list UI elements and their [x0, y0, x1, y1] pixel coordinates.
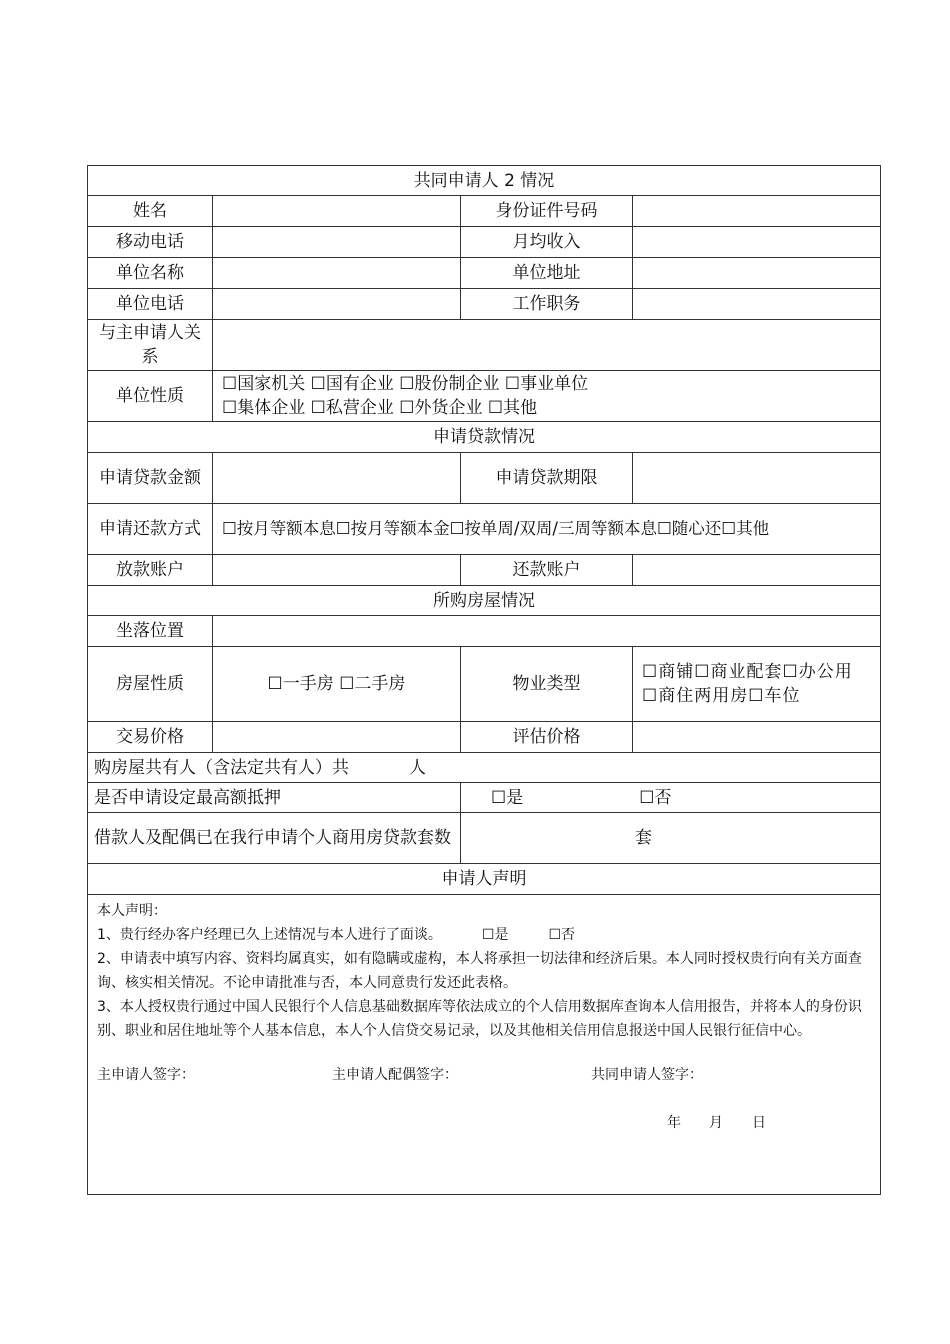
declaration-item3: 3、本人授权贵行通过中国人民银行个人信息基础数据库等依法成立的个人信用数据库查询本人信用报告，并将本人的身份识别、职业和居住地址等个人基本信息，本人个人信贷交易记录，以及其他相关信用信息报送中国人民银行征信中心。 — [97, 999, 862, 1039]
relation-field[interactable] — [213, 320, 881, 371]
company-phone-label: 单位电话 — [88, 289, 213, 320]
interview-yes-checkbox[interactable]: ☐是 — [481, 927, 509, 943]
declaration-item1: 1、贵行经办客户经理已久上述情况与本人进行了面谈。 ☐是 ☐否 — [97, 927, 576, 943]
max-mortgage-yes[interactable]: ☐是 — [491, 787, 524, 808]
appraisal-field[interactable] — [633, 722, 881, 753]
repay-method-label: 申请还款方式 — [88, 504, 213, 555]
section-title-declaration: 申请人声明 — [88, 864, 881, 895]
price-label: 交易价格 — [88, 722, 213, 753]
year-label: 年 — [667, 1115, 681, 1131]
spouse-signature[interactable]: 主申请人配偶签字： — [332, 1067, 458, 1083]
signature-row — [97, 1063, 871, 1087]
property-options-line2[interactable]: ☐商住两用房☐车位 — [642, 686, 801, 706]
declaration-body — [88, 895, 881, 1195]
co-owner-unit: 人 — [409, 757, 426, 778]
id-number-field[interactable] — [633, 196, 881, 227]
property-options-line1[interactable]: ☐商铺☐商业配套☐办公用 — [642, 662, 853, 682]
max-mortgage-options — [461, 783, 881, 813]
interview-no-checkbox[interactable]: ☐否 — [548, 927, 576, 943]
existing-loans-unit: 套 — [461, 813, 881, 864]
mobile-label: 移动电话 — [88, 227, 213, 258]
price-field[interactable] — [213, 722, 461, 753]
company-address-label: 单位地址 — [461, 258, 633, 289]
name-field[interactable] — [213, 196, 461, 227]
co-applicant-signature[interactable]: 共同申请人签字： — [591, 1067, 703, 1083]
position-field[interactable] — [633, 289, 881, 320]
location-field[interactable] — [213, 616, 881, 647]
appraisal-label: 评估价格 — [461, 722, 633, 753]
loan-amount-field[interactable] — [213, 453, 461, 504]
id-number-label: 身份证件号码 — [461, 196, 633, 227]
declaration-item2: 2、申请表中填写内容、资料均属真实，如有隐瞒或虚构，本人将承担一切法律和经济后果。本人同时授权贵行向有关方面查询、核实相关情况。不论申请批准与否，本人同意贵行发还此表格。 — [97, 951, 862, 991]
declaration-intro: 本人声明： — [97, 903, 167, 919]
date-row — [97, 1111, 871, 1135]
max-mortgage-label: 是否申请设定最高额抵押 — [88, 783, 461, 813]
company-address-field[interactable] — [633, 258, 881, 289]
repay-account-label: 还款账户 — [461, 555, 633, 586]
section-title-co-applicant: 共同申请人 2 情况 — [88, 166, 881, 196]
name-label: 姓名 — [88, 196, 213, 227]
section-title-house: 所购房屋情况 — [88, 586, 881, 616]
position-label: 工作职务 — [461, 289, 633, 320]
company-name-field[interactable] — [213, 258, 461, 289]
mobile-field[interactable] — [213, 227, 461, 258]
company-name-label: 单位名称 — [88, 258, 213, 289]
co-owner-label: 购房屋共有人（含法定共有人）共 — [94, 757, 349, 778]
income-field[interactable] — [633, 227, 881, 258]
house-nature-label: 房屋性质 — [88, 647, 213, 722]
relation-label: 与主申请人关系 — [88, 320, 213, 371]
location-label: 坐落位置 — [88, 616, 213, 647]
org-type-options[interactable] — [213, 371, 881, 422]
disburse-account-field[interactable] — [213, 555, 461, 586]
day-label: 日 — [752, 1115, 766, 1131]
org-type-label: 单位性质 — [88, 371, 213, 422]
month-label: 月 — [709, 1115, 723, 1131]
org-options-line2[interactable]: ☐集体企业 ☐私营企业 ☐外货企业 ☐其他 — [222, 398, 538, 418]
repay-account-field[interactable] — [633, 555, 881, 586]
house-nature-options[interactable]: ☐一手房 ☐二手房 — [213, 647, 461, 722]
disburse-account-label: 放款账户 — [88, 555, 213, 586]
company-phone-field[interactable] — [213, 289, 461, 320]
org-options-line1[interactable]: ☐国家机关 ☐国有企业 ☐股份制企业 ☐事业单位 — [222, 374, 589, 394]
main-applicant-signature[interactable]: 主申请人签字： — [97, 1067, 195, 1083]
loan-term-field[interactable] — [633, 453, 881, 504]
co-owner-row — [88, 753, 881, 783]
property-type-label: 物业类型 — [461, 647, 633, 722]
loan-amount-label: 申请贷款金额 — [88, 453, 213, 504]
existing-loans-label: 借款人及配偶已在我行申请个人商用房贷款套数 — [88, 813, 461, 864]
repay-method-options[interactable]: ☐按月等额本息☐按月等额本金☐按单周/双周/三周等额本息☐随心还☐其他 — [213, 504, 881, 555]
income-label: 月均收入 — [461, 227, 633, 258]
max-mortgage-no[interactable]: ☐否 — [639, 787, 672, 808]
property-type-options[interactable] — [633, 647, 881, 722]
application-form-table — [87, 165, 881, 1195]
section-title-loan: 申请贷款情况 — [88, 422, 881, 453]
loan-term-label: 申请贷款期限 — [461, 453, 633, 504]
